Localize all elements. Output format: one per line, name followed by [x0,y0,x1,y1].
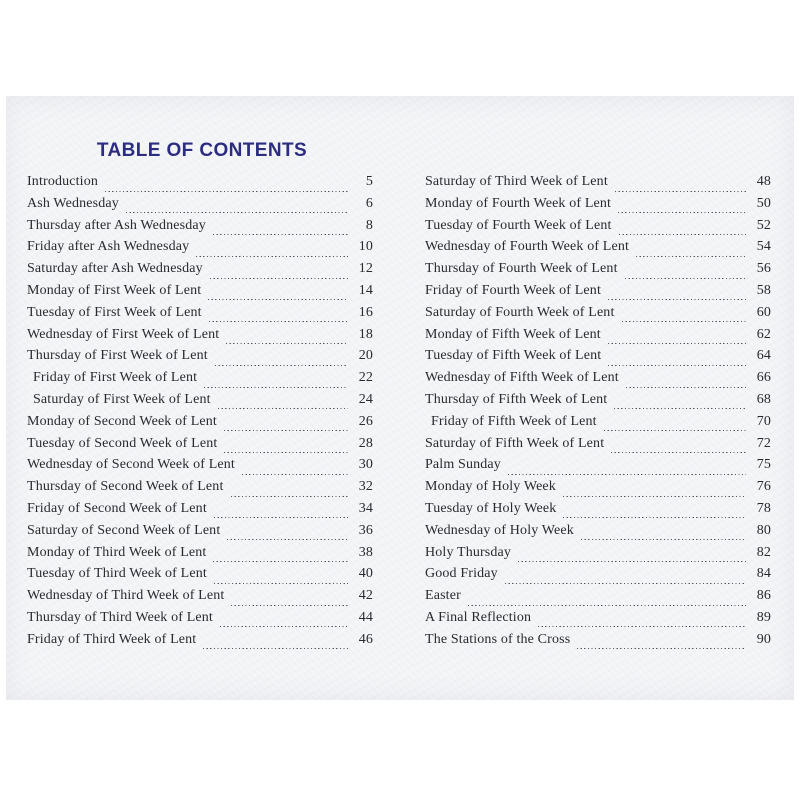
dot-leader [581,539,746,541]
toc-entry-title: Thursday after Ash Wednesday [27,217,206,233]
toc-entry-page-number: 86 [756,588,771,604]
dot-leader [625,277,746,279]
dot-leader [105,190,348,192]
toc-entry-page-number: 84 [756,566,771,582]
dot-leader [224,430,348,432]
toc-entry [425,261,771,283]
toc-entry [27,632,373,654]
toc-entry [27,305,373,327]
dot-leader [604,430,746,432]
toc-entry-title: Monday of First Week of Lent [27,282,202,298]
toc-entry-page-number: 6 [365,195,373,211]
toc-entry-page-number: 26 [358,413,373,429]
toc-entry [27,370,373,392]
toc-entry-title: Thursday of Second Week of Lent [27,479,224,495]
dot-leader [227,539,348,541]
dot-leader [214,517,348,519]
toc-entry-title: Wednesday of Second Week of Lent [27,457,235,473]
toc-entry [27,457,373,479]
toc-entry-page-number: 24 [358,391,373,407]
toc-entry [425,283,771,305]
toc-entry-title: Thursday of Fifth Week of Lent [425,391,608,407]
toc-entry-page-number: 89 [756,609,771,625]
toc-entry-title: Tuesday of Third Week of Lent [27,566,207,582]
dot-leader [505,582,746,584]
toc-entry [425,239,771,261]
dot-leader [203,648,348,650]
toc-entry-title: Saturday of Fifth Week of Lent [425,435,605,451]
dot-leader [611,451,746,453]
toc-entry [425,566,771,588]
dot-leader [231,495,349,497]
dot-leader [210,277,348,279]
book-page [6,96,794,700]
toc-entry-page-number: 75 [756,457,771,473]
toc-entry [27,348,373,370]
toc-entry-title: Ash Wednesday [27,195,119,211]
toc-entry [27,501,373,523]
toc-entry [27,436,373,458]
toc-entry [27,218,373,240]
toc-entry [425,588,771,610]
toc-entry-title: Tuesday of Holy Week [425,500,557,516]
toc-entry-title: Monday of Third Week of Lent [27,544,207,560]
toc-entry [425,545,771,567]
toc-entry-page-number: 82 [756,544,771,560]
toc-entry-page-number: 70 [756,413,771,429]
dot-leader [231,604,348,606]
toc-entry-title: Thursday of First Week of Lent [27,348,208,364]
dot-leader [126,212,348,214]
dot-leader [608,342,746,344]
toc-entry-page-number: 22 [358,370,373,386]
toc-entry-title: Friday after Ash Wednesday [27,239,190,255]
toc-entry-page-number: 54 [756,239,771,255]
dot-leader [204,386,348,388]
toc-entry-title: Easter [425,588,461,604]
toc-entry-title: Friday of Fourth Week of Lent [425,282,601,298]
toc-entry-page-number: 64 [756,348,771,364]
toc-entry [425,327,771,349]
toc-entry-page-number: 42 [358,588,373,604]
dot-leader [214,582,348,584]
dot-leader [608,299,746,301]
toc-entry [425,218,771,240]
toc-entry [27,261,373,283]
dot-leader [622,321,746,323]
toc-entry-page-number: 34 [358,500,373,516]
page-title: TABLE OF CONTENTS [96,140,308,161]
toc-column-left [27,174,373,654]
toc-entry-page-number: 5 [365,174,373,189]
toc-entry-title: Monday of Second Week of Lent [27,413,217,429]
dot-leader [215,364,348,366]
toc-entry-title: Friday of Third Week of Lent [27,631,197,647]
toc-column-right [425,174,771,654]
toc-entry-title: Tuesday of Second Week of Lent [27,435,218,451]
toc-entry-title: Saturday of Third Week of Lent [425,174,608,189]
toc-entry-page-number: 52 [756,217,771,233]
toc-entry-page-number: 58 [756,282,771,298]
toc-entry-page-number: 40 [358,566,373,582]
toc-entry-page-number: 30 [358,457,373,473]
toc-entry [425,610,771,632]
toc-entry [425,414,771,436]
toc-entry-page-number: 60 [756,304,771,320]
toc-entry-title: Thursday of Third Week of Lent [27,609,213,625]
toc-entry-page-number: 16 [358,304,373,320]
toc-entry [425,479,771,501]
toc-entry [27,545,373,567]
toc-entry-title: Wednesday of Holy Week [425,522,574,538]
toc-entry-page-number: 38 [358,544,373,560]
toc-entry [27,479,373,501]
toc-entry-page-number: 68 [756,391,771,407]
toc-entry-title: Tuesday of First Week of Lent [27,304,202,320]
dot-leader [213,560,348,562]
toc-entry-page-number: 12 [358,261,373,277]
toc-entry [27,327,373,349]
toc-entry-page-number: 32 [358,479,373,495]
dot-leader [226,342,348,344]
toc-entry-title: Wednesday of Third Week of Lent [27,588,225,604]
toc-entry [425,174,771,196]
dot-leader [615,190,746,192]
toc-entry-page-number: 36 [358,522,373,538]
toc-entry-page-number: 56 [756,261,771,277]
toc-entry-page-number: 80 [756,522,771,538]
dot-leader [538,626,746,628]
toc-entry-title: A Final Reflection [425,609,532,625]
toc-entry-title: Saturday of Second Week of Lent [27,522,221,538]
toc-entry [425,501,771,523]
toc-entry-page-number: 46 [358,631,373,647]
toc-entry-title: Palm Sunday [425,457,501,473]
toc-entry-title: Monday of Fourth Week of Lent [425,195,612,211]
toc-entry-title: Tuesday of Fifth Week of Lent [425,348,602,364]
toc-entry [27,174,373,196]
toc-entry [425,523,771,545]
toc-entry-page-number: 18 [358,326,373,342]
toc-entry-title: Monday of Fifth Week of Lent [425,326,601,342]
toc-entry-title: Friday of First Week of Lent [33,370,198,386]
toc-entry-title: Saturday of First Week of Lent [33,391,211,407]
dot-leader [608,364,746,366]
toc-entry [27,610,373,632]
dot-leader [563,517,746,519]
toc-entry-title: Tuesday of Fourth Week of Lent [425,217,612,233]
toc-entry [425,632,771,654]
toc-entry [425,348,771,370]
toc-entry [27,392,373,414]
toc-entry-page-number: 90 [756,631,771,647]
dot-leader [242,473,348,475]
toc-entry-title: Holy Thursday [425,544,512,560]
toc-entry-title: Good Friday [425,566,498,582]
dot-leader [218,408,348,410]
toc-entry-title: Introduction [27,174,99,189]
dot-leader [196,255,348,257]
dot-leader [614,408,746,410]
toc-entry-page-number: 50 [756,195,771,211]
toc-entry [27,588,373,610]
dot-leader [636,255,746,257]
toc-entry-title: Friday of Second Week of Lent [27,500,207,516]
toc-entry-page-number: 28 [358,435,373,451]
toc-entry-title: Wednesday of First Week of Lent [27,326,220,342]
toc-entry [425,196,771,218]
toc-entry-title: Saturday of Fourth Week of Lent [425,304,615,320]
toc-entry-page-number: 20 [358,348,373,364]
toc-entry [425,305,771,327]
dot-leader [209,321,348,323]
toc-entry-title: The Stations of the Cross [425,631,571,647]
dot-leader [619,233,746,235]
toc-entry [27,239,373,261]
toc-entry-title: Monday of Holy Week [425,479,556,495]
dot-leader [468,604,746,606]
toc-entry [27,414,373,436]
dot-leader [518,560,746,562]
toc-entry [425,457,771,479]
toc-entry [27,566,373,588]
toc-entry-page-number: 76 [756,479,771,495]
toc-entry-page-number: 48 [756,174,771,189]
dot-leader [224,451,348,453]
toc-entry [425,370,771,392]
toc-entry-page-number: 14 [358,282,373,298]
toc-entry [27,196,373,218]
toc-entry-title: Wednesday of Fifth Week of Lent [425,370,619,386]
toc-entry-page-number: 78 [756,500,771,516]
dot-leader [563,495,746,497]
toc-entry [425,436,771,458]
toc-entry [425,392,771,414]
toc-entry [27,523,373,545]
toc-entry-title: Saturday after Ash Wednesday [27,261,203,277]
dot-leader [626,386,746,388]
toc-entry-title: Wednesday of Fourth Week of Lent [425,239,630,255]
dot-leader [508,473,746,475]
toc-entry-title: Friday of Fifth Week of Lent [431,413,597,429]
toc-entry-page-number: 72 [756,435,771,451]
toc-entry-page-number: 44 [358,609,373,625]
toc-entry-page-number: 66 [756,370,771,386]
toc-entry-page-number: 10 [358,239,373,255]
toc-entry-title: Thursday of Fourth Week of Lent [425,261,618,277]
toc-entry-page-number: 62 [756,326,771,342]
dot-leader [577,648,746,650]
dot-leader [220,626,348,628]
toc-entry-page-number: 8 [365,217,373,233]
dot-leader [213,233,348,235]
toc-entry [27,283,373,305]
dot-leader [618,212,746,214]
dot-leader [208,299,348,301]
